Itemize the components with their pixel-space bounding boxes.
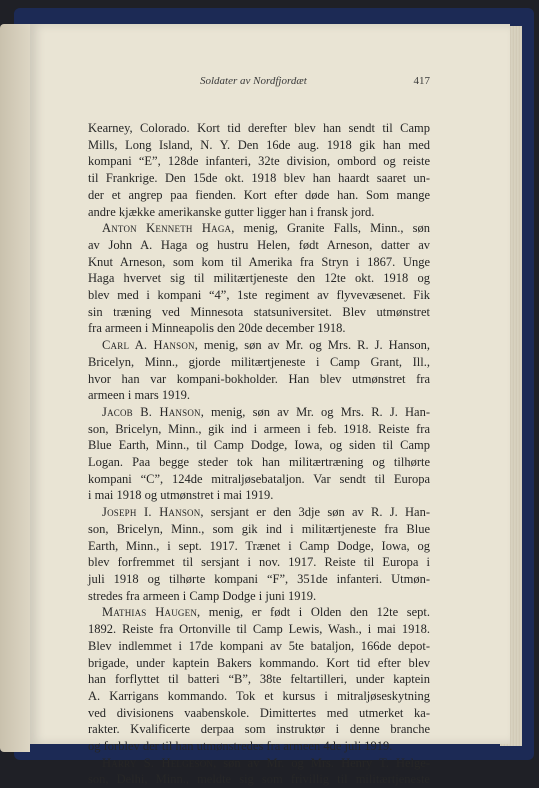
text-line bbox=[88, 771, 430, 788]
text-line bbox=[88, 120, 430, 137]
line-text: kompani “C”, 124de mitraljøsebataljon. Var sendt til Europa bbox=[88, 471, 430, 486]
line-text: 1892. Reiste fra Ortonville til Camp Lewis, Wash., i mai 1918. bbox=[88, 622, 430, 637]
text-line bbox=[88, 554, 430, 571]
text-line bbox=[88, 404, 430, 421]
page-header bbox=[60, 75, 430, 91]
text-line bbox=[88, 471, 430, 488]
line-text: der et angrep paa fienden. Kort efter døde han. Som mange bbox=[88, 187, 430, 202]
text-line bbox=[88, 521, 430, 538]
line-text: ved divisionens vaabenskole. Dimittertes med utmerket ka- bbox=[88, 705, 430, 720]
line-text: Knut Arneson, som kom til Amerika fra Stryn i 1867. Unge bbox=[88, 254, 430, 269]
text-line bbox=[88, 254, 430, 271]
line-text: han forflyttet til batteri “B”, 38te feltartilleri, under kaptein bbox=[88, 672, 430, 687]
line-text: Kearney, Colorado. Kort tid derefter blev han sendt til Camp bbox=[88, 121, 430, 135]
soldier-name: Joseph I. Hanson bbox=[102, 505, 201, 520]
text-line bbox=[88, 705, 430, 722]
text-line bbox=[88, 387, 430, 404]
line-text: fra armeen i Minneapolis den 20de december 1918. bbox=[88, 321, 346, 336]
soldier-name: Mathias Haugen bbox=[102, 605, 198, 620]
line-text: brigade, under kaptein Bakers kommando. Kort tid efter blev bbox=[88, 655, 430, 670]
line-text: Mills, Long Island, N. Y. Den 16de aug. 1918 gik han med bbox=[88, 137, 430, 152]
text-line bbox=[88, 320, 430, 337]
line-text: armeen i mars 1919. bbox=[88, 388, 191, 403]
soldier-name: Harry S. Helgeson bbox=[102, 755, 214, 770]
text-line bbox=[88, 437, 430, 454]
text-line bbox=[88, 337, 430, 354]
line-text: til Frankrige. Den 15de okt. 1918 blev han haardt saaret un- bbox=[88, 171, 430, 186]
text-line bbox=[88, 755, 430, 772]
line-text: rakter. Kvalificerte derpaa som instruktør i denne branche bbox=[88, 722, 430, 737]
line-text: Earth, Minn., i sept. 1917. Trænet i Camp Dodge, Iowa, og bbox=[88, 538, 430, 553]
line-text: , menig, er født i Olden den 12te sept. bbox=[197, 605, 430, 620]
line-text: , sersjant er den 3dje søn av R. J. Han- bbox=[200, 505, 430, 520]
soldier-name: Anton Kenneth Haga bbox=[102, 221, 232, 236]
text-line bbox=[88, 454, 430, 471]
line-text: av John A. Haga og hustru Helen, født Arneson, datter av bbox=[88, 237, 430, 252]
text-line bbox=[88, 688, 430, 705]
line-text: og forblev der til han utmønstredes fra armeen 4de juli 1919. bbox=[88, 739, 393, 754]
text-line bbox=[88, 638, 430, 655]
line-text: i mai 1918 og utmønstret i mai 1919. bbox=[88, 488, 274, 503]
line-text: , menig, Granite Falls, Minn., søn bbox=[231, 221, 430, 236]
line-text: Blev indlemmet i 17de kompani av 5te bataljon, 166de depot- bbox=[88, 638, 430, 653]
text-line bbox=[88, 671, 430, 688]
text-line bbox=[88, 538, 430, 555]
text-line bbox=[88, 137, 430, 154]
line-text: blev forfremmet til sersjant i nov. 1917. Reiste til Europa i bbox=[88, 555, 430, 570]
line-text: A. Karrigans kommando. Tok et kursus i mitraljøseskytning bbox=[88, 688, 430, 703]
text-line bbox=[88, 487, 430, 504]
text-line bbox=[88, 621, 430, 638]
line-text: son, Bricelyn, Minn., som gik ind i militærtjeneste fra Blue bbox=[88, 521, 430, 536]
line-text: , menig, søn av Mr. og Mrs. R. J. Han- bbox=[200, 404, 430, 419]
text-line bbox=[88, 153, 430, 170]
text-line bbox=[88, 304, 430, 321]
soldier-name: Jacob B. Hanson bbox=[102, 404, 201, 419]
text-line bbox=[88, 655, 430, 672]
text-line bbox=[88, 270, 430, 287]
text-line bbox=[88, 204, 430, 221]
running-title: Soldater av Nordfjordæt bbox=[200, 75, 307, 87]
page-number: 417 bbox=[413, 75, 430, 87]
text-line bbox=[88, 504, 430, 521]
line-text: Blue Earth, Minn., til Camp Dodge, Iowa, og siden til Camp bbox=[88, 438, 430, 453]
line-text: son, Delhi, Minn., meldte sig som frivillig til militærtjeneste bbox=[88, 772, 430, 787]
line-text: son, Bricelyn, Minn., gik ind i armeen i feb. 1918. Reiste fra bbox=[88, 421, 430, 436]
text-line bbox=[88, 237, 430, 254]
left-page-edge bbox=[0, 24, 30, 752]
line-text: kompani “E”, 128de infanteri, 32te division, ombord og reiste bbox=[88, 154, 430, 169]
line-text: stredes fra armeen i Camp Dodge i juni 1919. bbox=[88, 588, 317, 603]
text-line bbox=[88, 604, 430, 621]
line-text: blev med i kompani “4”, 1ste regiment av flyvevæsenet. Fik bbox=[88, 288, 430, 303]
text-line bbox=[88, 170, 430, 187]
text-line bbox=[88, 571, 430, 588]
line-text: , søn av Mr. og Mrs. Henry T. Helge- bbox=[213, 755, 430, 770]
text-line bbox=[88, 371, 430, 388]
text-line bbox=[88, 287, 430, 304]
text-line bbox=[88, 721, 430, 738]
text-line bbox=[88, 187, 430, 204]
text-line bbox=[88, 738, 430, 755]
text-line bbox=[88, 220, 430, 237]
line-text: , menig, søn av Mr. og Mrs. R. J. Hanson, bbox=[194, 338, 430, 353]
text-line bbox=[88, 421, 430, 438]
body-text bbox=[88, 120, 430, 788]
text-line bbox=[88, 354, 430, 371]
line-text: juli 1918 og tilhørte kompani “F”, 351de infanteri. Utmøn- bbox=[88, 571, 430, 586]
line-text: hvor han var kompani-bokholder. Han blev utmønstret fra bbox=[88, 371, 430, 386]
line-text: Bricelyn, Minn., gjorde militærtjeneste i Camp Grant, Ill., bbox=[88, 354, 430, 369]
line-text: Logan. Paa begge steder tok han militærtræning og tilhørte bbox=[88, 455, 430, 470]
line-text: Haga hvervet sig til militærtjeneste den 12te okt. 1918 og bbox=[88, 271, 430, 286]
line-text: andre kjække amerikanske gutter ligger han i fransk jord. bbox=[88, 204, 375, 219]
soldier-name: Carl A. Hanson bbox=[102, 338, 195, 353]
text-line bbox=[88, 588, 430, 605]
line-text: sin træning ved Minnesota statsuniversitet. Blev utmønstret bbox=[88, 304, 430, 319]
